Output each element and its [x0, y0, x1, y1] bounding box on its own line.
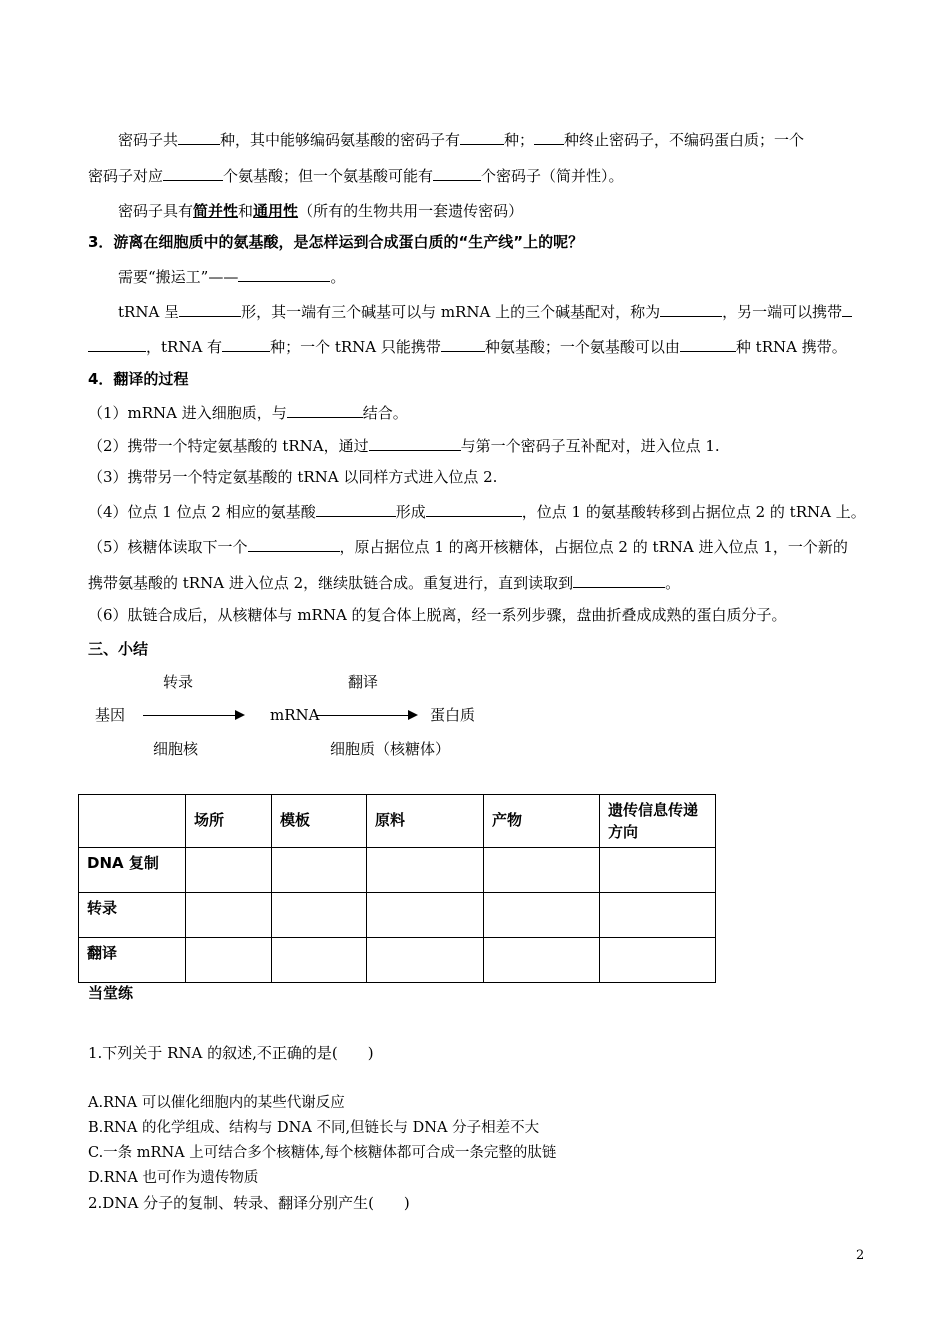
blank-amino-kinds[interactable]: [441, 336, 485, 352]
step-3: （3）携带另一个特定氨基酸的 tRNA 以同样方式进入位点 2.: [88, 468, 498, 486]
option-b[interactable]: B.RNA 的化学组成、结构与 DNA 不同,但链长与 DNA 分子相差不大: [88, 1120, 540, 1136]
table-cell[interactable]: [272, 938, 367, 983]
text: 密码子具有: [118, 202, 194, 220]
blank-ribosome[interactable]: [287, 402, 363, 418]
table-row: [79, 848, 716, 893]
blank-carry[interactable]: [842, 301, 852, 317]
table-cell[interactable]: [600, 938, 716, 983]
codon-line-2: [88, 165, 624, 186]
text: 种氨基酸；一个氨基酸可以由: [484, 338, 680, 356]
text: tRNA 呈: [118, 303, 180, 321]
table-cell[interactable]: [600, 848, 716, 893]
universality-term: 通用性: [253, 202, 299, 220]
blank-anticodon-2[interactable]: [369, 435, 461, 451]
page-number: 2: [856, 1248, 865, 1263]
practice-title: 当堂练: [88, 984, 134, 1002]
table-cell[interactable]: [367, 848, 484, 893]
text: 个氨基酸；但一个氨基酸可能有: [223, 167, 434, 185]
section-3-title: 3．游离在细胞质中的氨基酸，是怎样运到合成蛋白质的“生产线”上的呢？: [88, 233, 584, 251]
table-cell[interactable]: [186, 938, 272, 983]
option-c[interactable]: C.一条 mRNA 上可结合多个核糖体,每个核糖体都可合成一条完整的肽链: [88, 1145, 557, 1161]
blank-trna-per-amino[interactable]: [680, 336, 736, 352]
blank-stop-codon[interactable]: [573, 572, 665, 588]
table-cell[interactable]: [600, 893, 716, 938]
step-1: [88, 402, 408, 423]
mrna-label: mRNA: [270, 706, 320, 724]
text: 种；: [504, 131, 535, 149]
text: 。: [665, 574, 681, 592]
step-5-cont: [88, 572, 680, 593]
table-cell[interactable]: [367, 938, 484, 983]
step-4: [88, 501, 866, 522]
codon-line-3: [118, 201, 523, 221]
text: 结合。: [362, 404, 408, 422]
summary-title: 三、小结: [88, 640, 149, 658]
blank-anticodon[interactable]: [660, 301, 722, 317]
option-a[interactable]: A.RNA 可以催化细胞内的某些代谢反应: [88, 1095, 345, 1111]
table-header-cell: 遗传信息传递方向: [600, 795, 716, 848]
text: 形成: [395, 503, 426, 521]
text: 形，其一端有三个碱基可以与 mRNA 上的三个碱基配对，称为: [241, 303, 661, 321]
text: 与第一个密码子互补配对，进入位点 1.: [460, 437, 720, 455]
text: （所有的生物共用一套遗传密码）: [298, 202, 524, 220]
text: 。: [330, 268, 346, 286]
question-2: 2.DNA 分子的复制、转录、翻译分别产生( ): [88, 1194, 410, 1212]
text: 携带氨基酸的 tRNA 进入位点 2，继续肽链合成。重复进行，直到读取到: [88, 574, 574, 592]
table-row: [79, 893, 716, 938]
table-header-cell: 产物: [484, 795, 600, 848]
text: （1）mRNA 进入细胞质，与: [88, 404, 287, 422]
table-header-row: [79, 795, 716, 848]
arrow-icon: [143, 715, 243, 716]
text: 密码子对应: [88, 167, 164, 185]
table-cell[interactable]: [484, 893, 600, 938]
blank-next-codon[interactable]: [248, 536, 340, 552]
nucleus-label: 细胞核: [153, 740, 199, 758]
table-cell[interactable]: [367, 893, 484, 938]
question-1: 1.下列关于 RNA 的叙述,不正确的是( ): [88, 1044, 374, 1062]
degeneracy-term: 简并性: [193, 202, 239, 220]
text: 密码子共: [118, 131, 179, 149]
row-label: DNA 复制: [79, 848, 186, 893]
blank-stop-codons[interactable]: [534, 129, 564, 145]
step-2: [88, 435, 720, 456]
text: 种；一个 tRNA 只能携带: [270, 338, 441, 356]
step-6: （6）肽链合成后，从核糖体与 mRNA 的复合体上脱离，经一系列步骤，盘曲折叠成成熟的蛋白质分子。: [88, 606, 787, 624]
table-cell[interactable]: [186, 893, 272, 938]
text: 种终止密码子，不编码蛋白质；一个: [564, 131, 805, 149]
step-5: [88, 536, 848, 557]
blank-amino-per-codon[interactable]: [163, 165, 223, 181]
text: 种 tRNA 携带。: [735, 338, 847, 356]
option-d[interactable]: D.RNA 也可作为遗传物质: [88, 1170, 259, 1186]
section-4-title: 4．翻译的过程: [88, 370, 189, 388]
blank-codon-total[interactable]: [178, 129, 220, 145]
gene-label: 基因: [95, 706, 126, 724]
blank-carry-cont[interactable]: [88, 336, 146, 352]
table-header-cell: 场所: [186, 795, 272, 848]
blank-carrier[interactable]: [238, 266, 330, 282]
text: 和: [238, 202, 254, 220]
table-cell[interactable]: [186, 848, 272, 893]
comparison-table: [78, 794, 716, 983]
text: 种，其中能够编码氨基酸的密码子有: [220, 131, 461, 149]
arrow-icon: [316, 715, 416, 716]
text: ，另一端可以携带: [722, 303, 843, 321]
protein-label: 蛋白质: [430, 706, 476, 724]
text: ，原占据位点 1 的离开核糖体，占据位点 2 的 tRNA 进入位点 1，一个新的: [339, 538, 848, 556]
blank-peptide-bond[interactable]: [426, 501, 522, 517]
sec3-line-1: [118, 266, 345, 287]
transcription-label: 转录: [163, 673, 194, 691]
blank-trna-kinds[interactable]: [222, 336, 270, 352]
table-cell[interactable]: [272, 848, 367, 893]
row-label: 翻译: [79, 938, 186, 983]
blank-dehydration[interactable]: [316, 501, 396, 517]
blank-coding-codons[interactable]: [460, 129, 504, 145]
text: （4）位点 1 位点 2 相应的氨基酸: [88, 503, 316, 521]
text: （2）携带一个特定氨基酸的 tRNA，通过: [88, 437, 369, 455]
sec3-line-3: [88, 336, 847, 357]
text: （5）核糖体读取下一个: [88, 538, 248, 556]
table-header-cell: 模板: [272, 795, 367, 848]
blank-codons-per-amino[interactable]: [433, 165, 481, 181]
text: ，位点 1 的氨基酸转移到占据位点 2 的 tRNA 上。: [521, 503, 866, 521]
table-cell[interactable]: [272, 893, 367, 938]
translation-label: 翻译: [348, 673, 379, 691]
table-header-cell: [79, 795, 186, 848]
sec3-line-2: [118, 301, 852, 322]
text: ，tRNA 有: [146, 338, 223, 356]
codon-line-1: [118, 129, 804, 150]
text: 需要“搬运工”——: [118, 268, 239, 286]
table-header-cell: 原料: [367, 795, 484, 848]
text: 个密码子（简并性）。: [481, 167, 624, 185]
blank-trna-shape[interactable]: [179, 301, 241, 317]
table-row: [79, 938, 716, 983]
table-cell[interactable]: [484, 848, 600, 893]
table-cell[interactable]: [484, 938, 600, 983]
cytoplasm-label: 细胞质（核糖体）: [330, 740, 451, 758]
row-label: 转录: [79, 893, 186, 938]
